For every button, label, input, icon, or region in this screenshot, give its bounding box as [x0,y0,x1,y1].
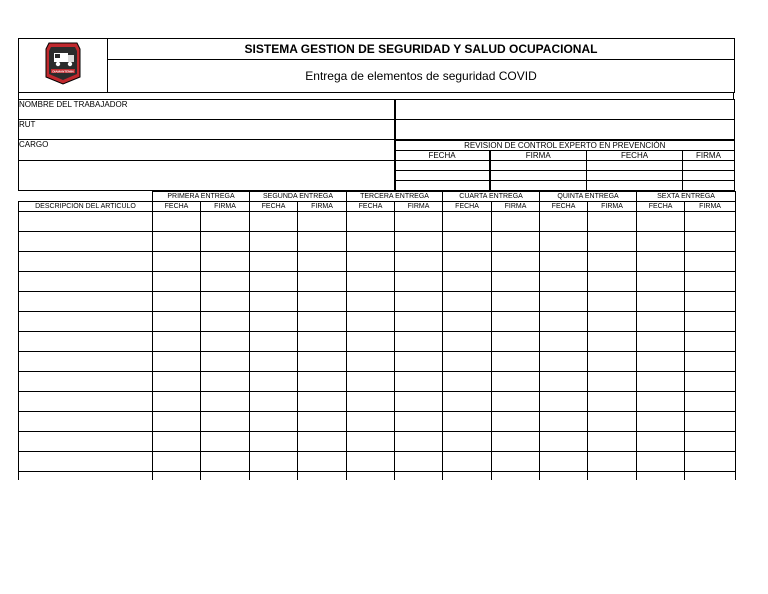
review-cell[interactable] [587,180,683,190]
delivery-cell[interactable] [492,371,540,391]
delivery-group-3: TERCERA ENTREGA [347,191,443,201]
delivery-cell[interactable] [153,451,201,471]
delivery-cell[interactable] [540,431,588,451]
sub-header-firma: FIRMA [685,201,736,211]
delivery-cell[interactable] [201,271,250,291]
delivery-cell[interactable] [637,231,685,251]
delivery-cell[interactable] [250,451,298,471]
article-description-cell[interactable] [19,351,153,371]
delivery-cell[interactable] [685,311,736,331]
delivery-cell[interactable] [201,451,250,471]
worker-position-field[interactable] [19,160,395,190]
table-row [19,451,736,471]
delivery-cell[interactable] [492,471,540,480]
review-cell[interactable] [683,180,735,190]
delivery-cell[interactable] [685,371,736,391]
delivery-rows [19,211,736,480]
worker-position-label: CARGO [19,140,395,161]
sub-header-firma: FIRMA [492,201,540,211]
delivery-cell[interactable] [250,351,298,371]
delivery-cell[interactable] [153,391,201,411]
review-col-firma-1: FIRMA [490,150,587,160]
delivery-cell[interactable] [492,271,540,291]
article-description-cell[interactable] [19,391,153,411]
header-table [18,38,735,93]
article-description-cell[interactable] [19,291,153,311]
delivery-cell[interactable] [685,231,736,251]
delivery-cell[interactable] [298,391,347,411]
delivery-cell[interactable] [443,251,492,271]
review-cell[interactable] [395,170,490,180]
delivery-cell[interactable] [395,331,443,351]
delivery-cell[interactable] [201,391,250,411]
delivery-cell[interactable] [685,291,736,311]
delivery-cell[interactable] [492,251,540,271]
delivery-cell[interactable] [347,291,395,311]
delivery-cell[interactable] [298,471,347,480]
delivery-cell[interactable] [443,371,492,391]
delivery-cell[interactable] [492,411,540,431]
delivery-cell[interactable] [153,371,201,391]
article-description-cell[interactable] [19,451,153,471]
delivery-cell[interactable] [395,231,443,251]
delivery-cell[interactable] [540,291,588,311]
table-row [19,431,736,451]
delivery-cell[interactable] [250,311,298,331]
delivery-cell[interactable] [201,291,250,311]
table-row [19,211,736,231]
worker-name-label: NOMBRE DEL TRABAJADOR [19,100,395,120]
delivery-cell[interactable] [298,291,347,311]
delivery-cell[interactable] [685,271,736,291]
delivery-cell[interactable] [395,291,443,311]
delivery-cell[interactable] [201,211,250,231]
review-cell[interactable] [395,160,490,170]
delivery-cell[interactable] [588,231,637,251]
delivery-cell[interactable] [201,351,250,371]
delivery-cell[interactable] [201,231,250,251]
delivery-cell[interactable] [347,211,395,231]
delivery-cell[interactable] [637,411,685,431]
deliveries-table [18,191,736,480]
delivery-cell[interactable] [588,431,637,451]
delivery-cell[interactable] [540,231,588,251]
delivery-cell[interactable] [347,471,395,480]
delivery-cell[interactable] [443,211,492,231]
review-cell[interactable] [490,160,587,170]
delivery-cell[interactable] [298,331,347,351]
description-header: DESCRIPCIÓN DEL ARTICULO [19,201,153,211]
form-subtitle: Entrega de elementos de seguridad COVID [108,60,735,93]
delivery-cell[interactable] [395,351,443,371]
delivery-cell[interactable] [395,271,443,291]
worker-info-table [18,99,735,191]
delivery-cell[interactable] [540,391,588,411]
delivery-cell[interactable] [201,431,250,451]
delivery-cell[interactable] [250,431,298,451]
delivery-cell[interactable] [347,231,395,251]
delivery-cell[interactable] [685,251,736,271]
sub-header-fecha: FECHA [153,201,201,211]
delivery-group-5: QUINTA ENTREGA [540,191,637,201]
delivery-cell[interactable] [588,351,637,371]
delivery-group-1: PRIMERA ENTREGA [153,191,250,201]
delivery-cell[interactable] [685,451,736,471]
delivery-cell[interactable] [395,431,443,451]
delivery-cell[interactable] [347,311,395,331]
delivery-cell[interactable] [443,471,492,480]
delivery-cell[interactable] [540,271,588,291]
worker-rut-field[interactable] [395,120,735,140]
worker-rut-label: RUT [19,120,395,140]
delivery-cell[interactable] [637,211,685,231]
delivery-cell[interactable] [250,371,298,391]
delivery-cell[interactable] [637,391,685,411]
delivery-cell[interactable] [588,471,637,480]
logo-cell [19,39,108,93]
delivery-cell[interactable] [153,251,201,271]
table-row [19,331,736,351]
delivery-cell[interactable] [298,371,347,391]
review-cell[interactable] [490,180,587,190]
delivery-cell[interactable] [540,211,588,231]
delivery-cell[interactable] [395,411,443,431]
delivery-cell[interactable] [685,351,736,371]
delivery-cell[interactable] [298,271,347,291]
review-col-fecha-1: FECHA [395,150,490,160]
sub-header-firma: FIRMA [201,201,250,211]
delivery-cell[interactable] [250,271,298,291]
delivery-cell[interactable] [492,311,540,331]
article-description-cell[interactable] [19,411,153,431]
delivery-cell[interactable] [443,271,492,291]
article-description-cell[interactable] [19,271,153,291]
delivery-cell[interactable] [637,351,685,371]
delivery-cell[interactable] [588,311,637,331]
delivery-cell[interactable] [540,451,588,471]
delivery-cell[interactable] [492,451,540,471]
delivery-cell[interactable] [298,431,347,451]
delivery-cell[interactable] [298,451,347,471]
delivery-cell[interactable] [540,371,588,391]
table-row [19,231,736,251]
sub-header-fecha: FECHA [637,201,685,211]
delivery-cell[interactable] [347,451,395,471]
delivery-cell[interactable] [588,411,637,431]
delivery-cell[interactable] [540,251,588,271]
delivery-cell[interactable] [637,371,685,391]
delivery-cell[interactable] [588,211,637,231]
sub-header-fecha: FECHA [540,201,588,211]
delivery-cell[interactable] [395,391,443,411]
delivery-cell[interactable] [685,211,736,231]
delivery-cell[interactable] [347,331,395,351]
delivery-cell[interactable] [443,231,492,251]
delivery-cell[interactable] [443,451,492,471]
table-row [19,391,736,411]
delivery-cell[interactable] [298,411,347,431]
delivery-cell[interactable] [250,471,298,480]
review-cell[interactable] [587,160,683,170]
delivery-cell[interactable] [443,431,492,451]
article-description-cell[interactable] [19,331,153,351]
delivery-cell[interactable] [588,391,637,411]
delivery-cell[interactable] [492,211,540,231]
delivery-cell[interactable] [250,331,298,351]
delivery-cell[interactable] [298,251,347,271]
delivery-cell[interactable] [347,251,395,271]
delivery-cell[interactable] [153,231,201,251]
delivery-cell[interactable] [201,251,250,271]
review-cell[interactable] [395,180,490,190]
delivery-cell[interactable] [153,291,201,311]
delivery-cell[interactable] [250,291,298,311]
delivery-cell[interactable] [153,331,201,351]
delivery-cell[interactable] [443,331,492,351]
delivery-cell[interactable] [395,311,443,331]
delivery-cell[interactable] [685,471,736,480]
svg-text:DIAMANTEMIN: DIAMANTEMIN [52,69,74,74]
delivery-cell[interactable] [540,311,588,331]
delivery-cell[interactable] [540,471,588,480]
delivery-cell[interactable] [395,471,443,480]
article-description-cell[interactable] [19,311,153,331]
delivery-cell[interactable] [250,211,298,231]
table-row [19,351,736,371]
review-cell[interactable] [683,170,735,180]
table-row [19,271,736,291]
delivery-cell[interactable] [250,391,298,411]
delivery-cell[interactable] [153,471,201,480]
delivery-cell[interactable] [443,311,492,331]
delivery-cell[interactable] [153,211,201,231]
delivery-cell[interactable] [347,351,395,371]
sub-header-fecha: FECHA [347,201,395,211]
delivery-cell[interactable] [250,411,298,431]
delivery-cell[interactable] [637,431,685,451]
delivery-cell[interactable] [443,391,492,411]
delivery-cell[interactable] [637,331,685,351]
delivery-cell[interactable] [588,251,637,271]
delivery-cell[interactable] [637,471,685,480]
form-title: SISTEMA GESTION DE SEGURIDAD Y SALUD OCUPACIONAL [108,39,735,60]
delivery-cell[interactable] [347,271,395,291]
delivery-cell[interactable] [250,231,298,251]
delivery-cell[interactable] [201,411,250,431]
delivery-cell[interactable] [347,411,395,431]
delivery-cell[interactable] [395,371,443,391]
table-row [19,311,736,331]
review-cell[interactable] [587,170,683,180]
delivery-cell[interactable] [685,391,736,411]
blank-corner [19,191,153,201]
delivery-cell[interactable] [443,291,492,311]
delivery-cell[interactable] [395,211,443,231]
delivery-cell[interactable] [588,291,637,311]
sub-header-firma: FIRMA [298,201,347,211]
table-row [19,371,736,391]
review-title: REVISION DE CONTROL EXPERTO EN PREVENCIÓN [395,140,735,151]
delivery-group-2: SEGUNDA ENTREGA [250,191,347,201]
delivery-cell[interactable] [540,331,588,351]
article-description-cell[interactable] [19,251,153,271]
delivery-cell[interactable] [492,331,540,351]
delivery-cell[interactable] [637,451,685,471]
delivery-cell[interactable] [201,331,250,351]
delivery-cell[interactable] [153,351,201,371]
delivery-cell[interactable] [492,231,540,251]
article-description-cell[interactable] [19,211,153,231]
delivery-cell[interactable] [347,431,395,451]
article-description-cell[interactable] [19,471,153,480]
delivery-cell[interactable] [443,411,492,431]
delivery-cell[interactable] [492,291,540,311]
article-description-cell[interactable] [19,231,153,251]
sub-header-firma: FIRMA [395,201,443,211]
sub-header-firma: FIRMA [588,201,637,211]
delivery-cell[interactable] [540,411,588,431]
delivery-cell[interactable] [685,411,736,431]
delivery-cell[interactable] [347,391,395,411]
delivery-cell[interactable] [201,471,250,480]
delivery-cell[interactable] [492,351,540,371]
delivery-cell[interactable] [588,451,637,471]
article-description-cell[interactable] [19,371,153,391]
delivery-cell[interactable] [153,271,201,291]
delivery-cell[interactable] [540,351,588,371]
delivery-group-4: CUARTA ENTREGA [443,191,540,201]
delivery-cell[interactable] [443,351,492,371]
delivery-cell[interactable] [588,331,637,351]
table-row [19,291,736,311]
delivery-cell[interactable] [637,291,685,311]
delivery-cell[interactable] [153,431,201,451]
article-description-cell[interactable] [19,431,153,451]
table-row [19,411,736,431]
table-row [19,471,736,480]
delivery-cell[interactable] [588,371,637,391]
worker-name-field[interactable] [395,100,735,120]
delivery-cell[interactable] [250,251,298,271]
delivery-cell[interactable] [201,371,250,391]
delivery-cell[interactable] [395,251,443,271]
delivery-cell[interactable] [298,231,347,251]
delivery-cell[interactable] [685,431,736,451]
sub-header-fecha: FECHA [250,201,298,211]
delivery-cell[interactable] [153,311,201,331]
delivery-cell[interactable] [637,251,685,271]
delivery-cell[interactable] [347,371,395,391]
delivery-cell[interactable] [298,211,347,231]
review-cell[interactable] [490,170,587,180]
delivery-cell[interactable] [588,271,637,291]
table-row [19,251,736,271]
delivery-cell[interactable] [637,311,685,331]
delivery-cell[interactable] [153,411,201,431]
delivery-cell[interactable] [637,271,685,291]
sub-header-fecha: FECHA [443,201,492,211]
delivery-cell[interactable] [492,391,540,411]
delivery-cell[interactable] [298,351,347,371]
truck-logo-icon [43,41,83,85]
delivery-group-6: SEXTA ENTREGA [637,191,736,201]
delivery-cell[interactable] [395,451,443,471]
delivery-cell[interactable] [685,331,736,351]
delivery-cell[interactable] [201,311,250,331]
delivery-cell[interactable] [492,431,540,451]
delivery-cell[interactable] [298,311,347,331]
review-col-fecha-2: FECHA [587,150,683,160]
review-cell[interactable] [683,160,735,170]
review-col-firma-2: FIRMA [683,150,735,160]
form-sheet [18,38,734,480]
